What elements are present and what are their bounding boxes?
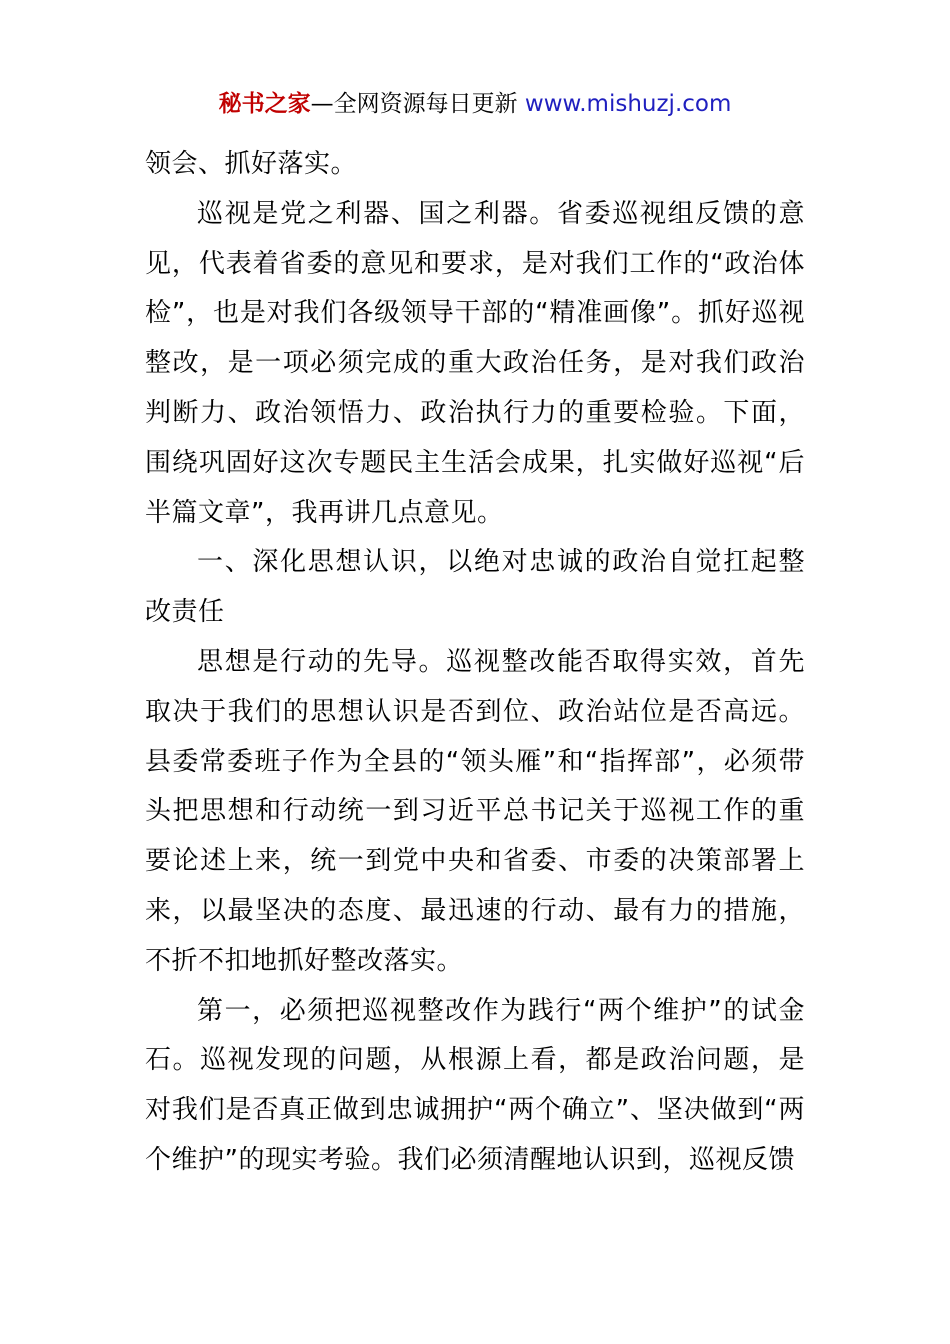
paragraph-thought: 思想是行动的先导。巡视整改能否取得实效，首先取决于我们的思想认识是否到位、政治站位是否高远。县委常委班子作为全县的“领头雁”和“指挥部”，必须带头把思想和行动统一到习近平总书记关于巡视工作的重要论述上来，统一到党中央和省委、市委的决策部署上来，以最坚决的态度、最迅速的行动、最有力的措施，不折不扣地抓好整改落实。 [145,646,805,976]
site-url-link[interactable]: www.mishuzj.com [524,91,732,117]
site-tagline: —全网资源每日更新 [310,91,525,117]
section-heading: 一、深化思想认识，以绝对忠诚的政治自觉扛起整改责任 [145,547,805,628]
paragraph-continuation: 领会、抓好落实。 [145,149,358,179]
document-body [145,140,805,1186]
paragraph-first-point: 第一，必须把巡视整改作为践行“两个维护”的试金石。巡视发现的问题，从根源上看，都是政治问题，是对我们是否真正做到忠诚拥护“两个确立”、坚决做到“两个维护”的现实考验。我们必须清醒地认识到，巡视反馈 [145,995,805,1175]
site-header [0,88,950,120]
paragraph-intro: 巡视是党之利器、国之利器。省委巡视组反馈的意见，代表着省委的意见和要求，是对我们工作的“政治体检”，也是对我们各级领导干部的“精准画像”。抓好巡视整改，是一项必须完成的重大政治任务，是对我们政治判断力、政治领悟力、政治执行力的重要检验。下面，围绕巩固好这次专题民主生活会成果，扎实做好巡视“后半篇文章”，我再讲几点意见。 [145,198,805,528]
site-brand: 秘书之家 [218,91,311,117]
